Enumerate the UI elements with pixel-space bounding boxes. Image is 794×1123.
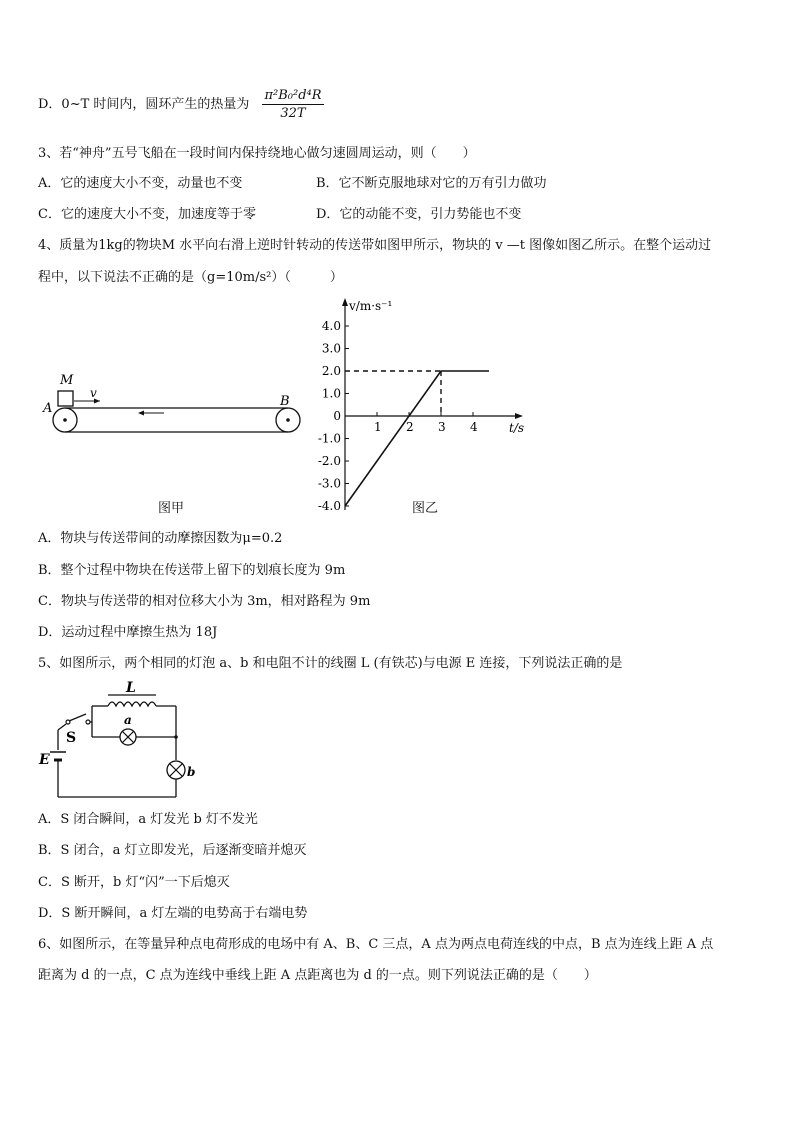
q6-stem-line2: 距离为 d 的一点，C 点为连线中垂线上距 A 点距离也为 d 的一点。则下列说法正确的是（ ） [38,968,597,983]
conveyor-belt-figure [40,368,310,440]
y-tick-label: 2.0 [321,364,341,378]
x-tick-label: 4 [470,420,478,434]
q3-stem: 3、若“神舟”五号飞船在一段时间内保持绕地心做匀速圆周运动，则（ ） [38,146,476,161]
x-tick-label: 1 [374,420,382,434]
label-e: E [39,752,50,768]
q4-stem-line2: 程中，以下说法不正确的是（g=10m/s²）（ ） [38,270,343,285]
q3-option-a: A．它的速度大小不变，动量也不变 [38,176,243,191]
label-l: L [126,680,136,696]
q6-stem-line1: 6、如图所示，在等量异种点电荷形成的电场中有 A、B、C 三点，A 点为两点电荷连线的中点，B 点为连线上距 A 点 [38,937,714,952]
y-tick-label: -3.0 [317,476,341,491]
q4-option-c: C．物块与传送带的相对位移大小为 3m，相对路程为 9m [38,594,371,609]
y-tick-label: 3.0 [321,341,341,356]
q5-stem: 5、如图所示，两个相同的灯泡 a、b 和电阻不计的线圈 L (有铁芯)与电源 E 连接，下列说法正确的是 [38,656,623,671]
y-axis-arrow [342,298,348,306]
x-axis-label: t/s [509,421,525,435]
x-tick-label: 2 [406,420,414,434]
fig-b-caption: 图乙 [412,501,439,516]
inductor-coil [108,702,156,706]
q2-heat-fraction [258,88,328,121]
vt-graph [300,292,530,524]
label-m: M [60,373,74,388]
fraction-denominator: 32T [280,106,306,121]
velocity-line [345,371,489,506]
q4-option-a: A．物块与传送带间的动摩擦因数为μ=0.2 [38,531,283,546]
q3-option-b: B．它不断克服地球对它的万有引力做功 [316,176,547,191]
q5-option-b: B．S 闭合，a 灯立即发光，后逐渐变暗并熄灭 [38,843,307,858]
q4-option-b: B．整个过程中物块在传送带上留下的划痕长度为 9m [38,563,346,578]
y-tick-label: 0 [333,409,341,423]
label-lamp-b: b [187,765,196,779]
label-v: v [90,386,97,400]
y-tick-label: -1.0 [317,431,341,446]
label-a: A [43,401,53,416]
y-tick-label: -2.0 [317,454,341,468]
circuit-figure [36,680,206,805]
q5-option-c: C．S 断开，b 灯“闪”一下后熄灭 [38,875,230,890]
y-tick-label: -4.0 [317,499,341,513]
switch-s [69,714,86,721]
y-tick-label: 4.0 [321,319,341,333]
label-lamp-a: a [124,713,132,727]
fig-a-caption: 图甲 [158,501,185,516]
q5-option-d: D．S 断开瞬间，a 灯左端的电势高于右端电势 [38,906,308,921]
q3-option-c: C．它的速度大小不变，加速度等于零 [38,207,256,222]
q3-option-d: D．它的动能不变，引力势能也不变 [316,207,522,222]
y-tick-label: 1.0 [321,386,341,401]
x-tick-label: 3 [438,420,446,434]
q2-option-d: D．0~T 时间内，圆环产生的热量为 [38,97,250,112]
q4-option-d: D．运动过程中摩擦生热为 18J [38,625,218,640]
label-s: S [66,730,77,746]
y-axis-label: v/m·s⁻¹ [349,299,393,313]
fraction-numerator: π²B₀²d⁴R [264,88,322,103]
x-axis-arrow [515,413,523,419]
q5-option-a: A．S 闭合瞬间，a 灯发光 b 灯不发光 [38,812,258,827]
q4-stem-line1: 4、质量为1kg的物块M 水平向右滑上逆时针转动的传送带如图甲所示，物块的 v —t 图像如图乙所示。在整个运动过 [38,238,712,253]
label-b: B [280,394,290,409]
block-m [58,391,73,406]
